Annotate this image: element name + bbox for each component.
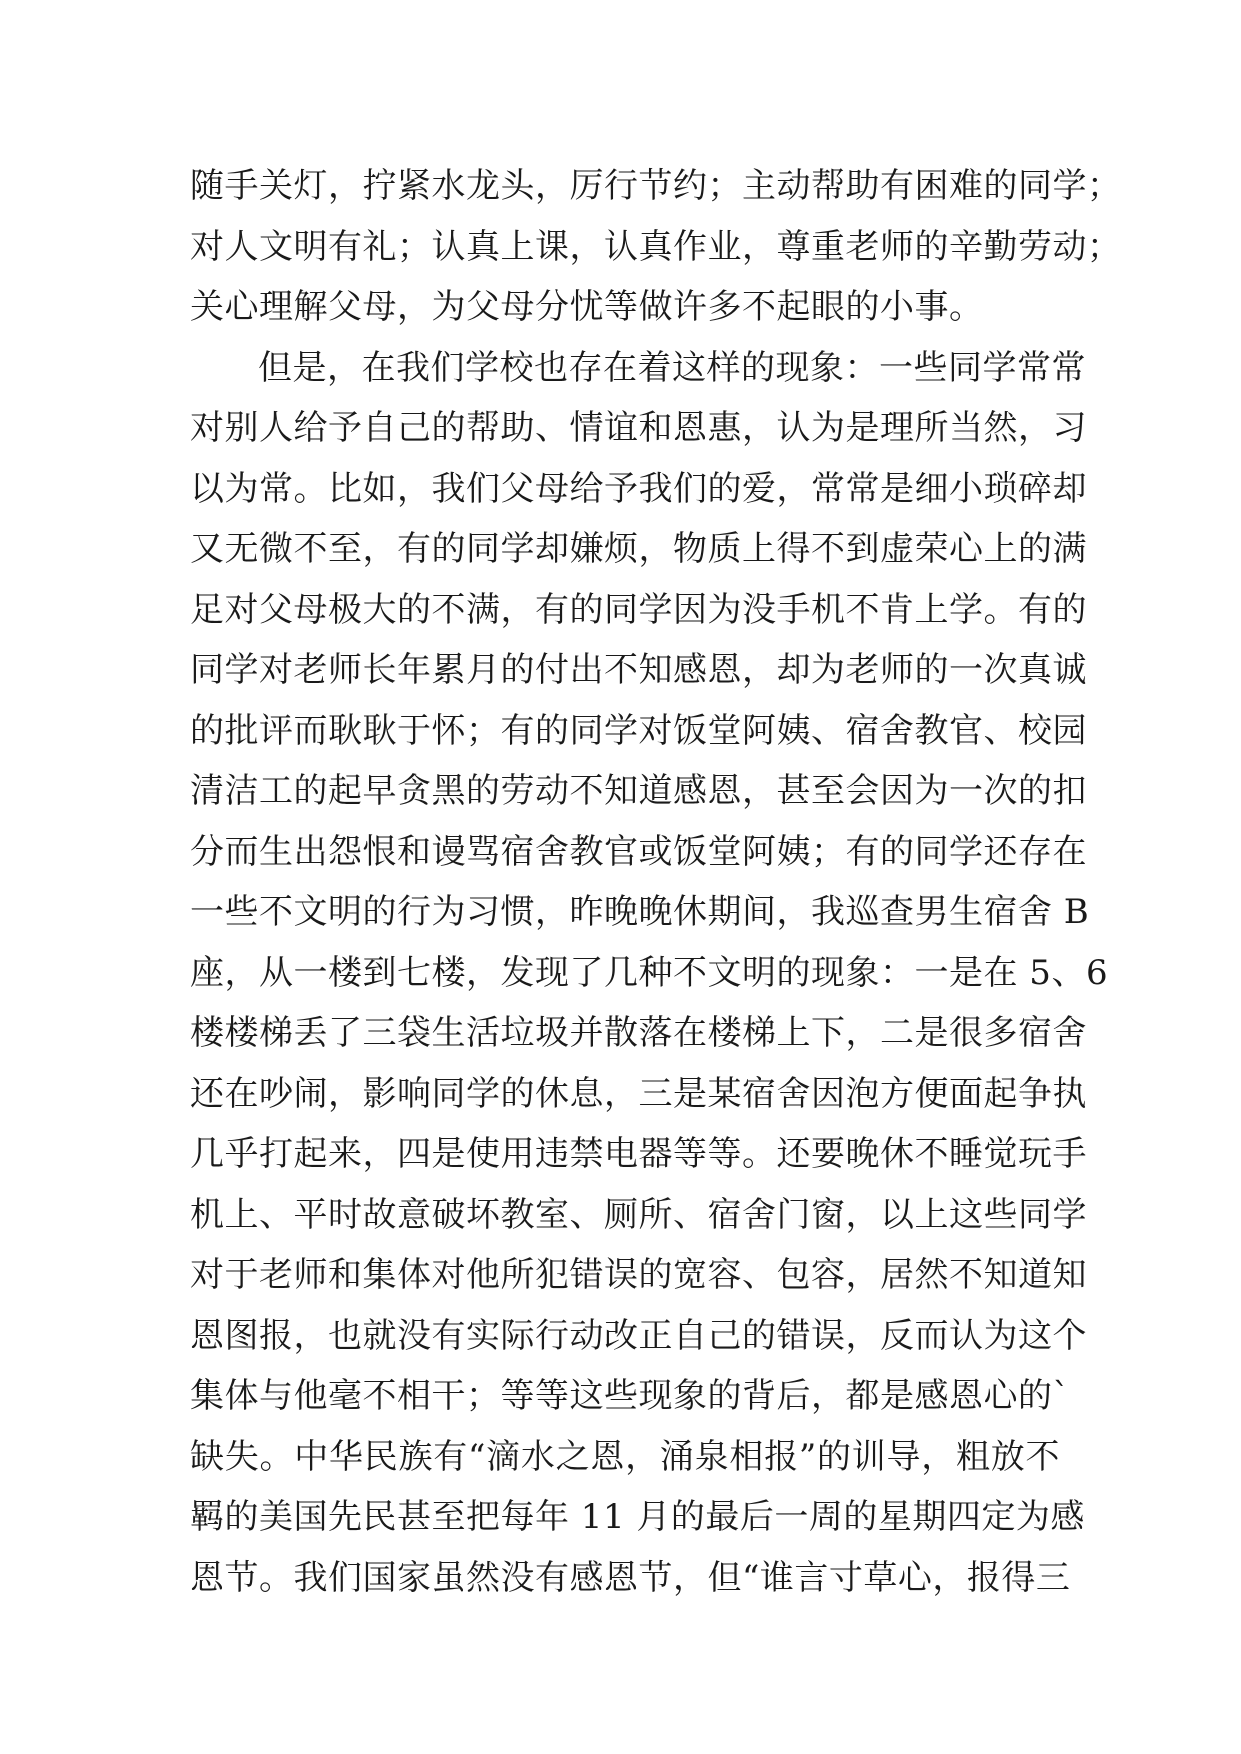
text-line: 恩图报，也就没有实际行动改正自己的错误，反而认为这个 [190,1315,1087,1356]
text-line: 集体与他毫不相干；等等这些现象的背后，都是感恩心的` [190,1376,1070,1416]
text-line: 足对父母极大的不满，有的同学因为没手机不肯上学。有的 [190,589,1087,630]
text-line: 楼楼梯丢了三袋生活垃圾并散落在楼梯上下，二是很多宿舍 [190,1013,1087,1053]
text-line: 的批评而耿耿于怀；有的同学对饭堂阿姨、宿舍教官、校园 [190,710,1087,751]
text-line: 又无微不至，有的同学却嫌烦，物质上得不到虚荣心上的满 [190,529,1087,569]
text-line: 缺失。中华民族有“滴水之恩，涌泉相报”的训导，粗放不 [190,1436,1060,1477]
text-line: 对别人给予自己的帮助、情谊和恩惠，认为是理所当然，习 [190,408,1087,448]
paragraph-first-line: 但是，在我们学校也存在着这样的现象：一些同学常常 [258,347,1086,388]
text-line: 对于老师和集体对他所犯错误的宽容、包容，居然不知道知 [190,1255,1087,1295]
text-line: 清洁工的起早贪黑的劳动不知道感恩，甚至会因为一次的扣 [190,771,1087,811]
body-text [190,156,1122,1608]
text-line: 还在吵闹，影响同学的休息，三是某宿舍因泡方便面起争执 [190,1073,1087,1114]
text-line: 几乎打起来，四是使用违禁电器等等。还要晚休不睡觉玩手 [190,1134,1087,1174]
text-line: 座，从一楼到七楼，发现了几种不文明的现象：一是在 5、6 [190,952,1109,993]
text-line: 羁的美国先民甚至把每年 11 月的最后一周的星期四定为感 [190,1497,1085,1537]
text-line: 恩节。我们国家虽然没有感恩节，但“谁言寸草心，报得三 [190,1557,1071,1598]
text-line: 以为常。比如，我们父母给予我们的爱，常常是细小琐碎却 [190,468,1087,509]
text-line: 同学对老师长年累月的付出不知感恩，却为老师的一次真诚 [190,650,1087,690]
text-line: 一些不文明的行为习惯，昨晚晚休期间，我巡查男生宿舍 B [190,892,1090,932]
text-line: 随手关灯，拧紧水龙头，厉行节约；主动帮助有困难的同学； [190,166,1122,206]
text-line: 关心理解父母，为父母分忧等做许多不起眼的小事。 [190,287,984,327]
text-line: 机上、平时故意破坏教室、厕所、宿舍门窗，以上这些同学 [190,1194,1087,1235]
text-line: 分而生出怨恨和谩骂宿舍教官或饭堂阿姨；有的同学还存在 [190,831,1087,872]
text-line: 对人文明有礼；认真上课，认真作业，尊重老师的辛勤劳动； [190,226,1122,267]
